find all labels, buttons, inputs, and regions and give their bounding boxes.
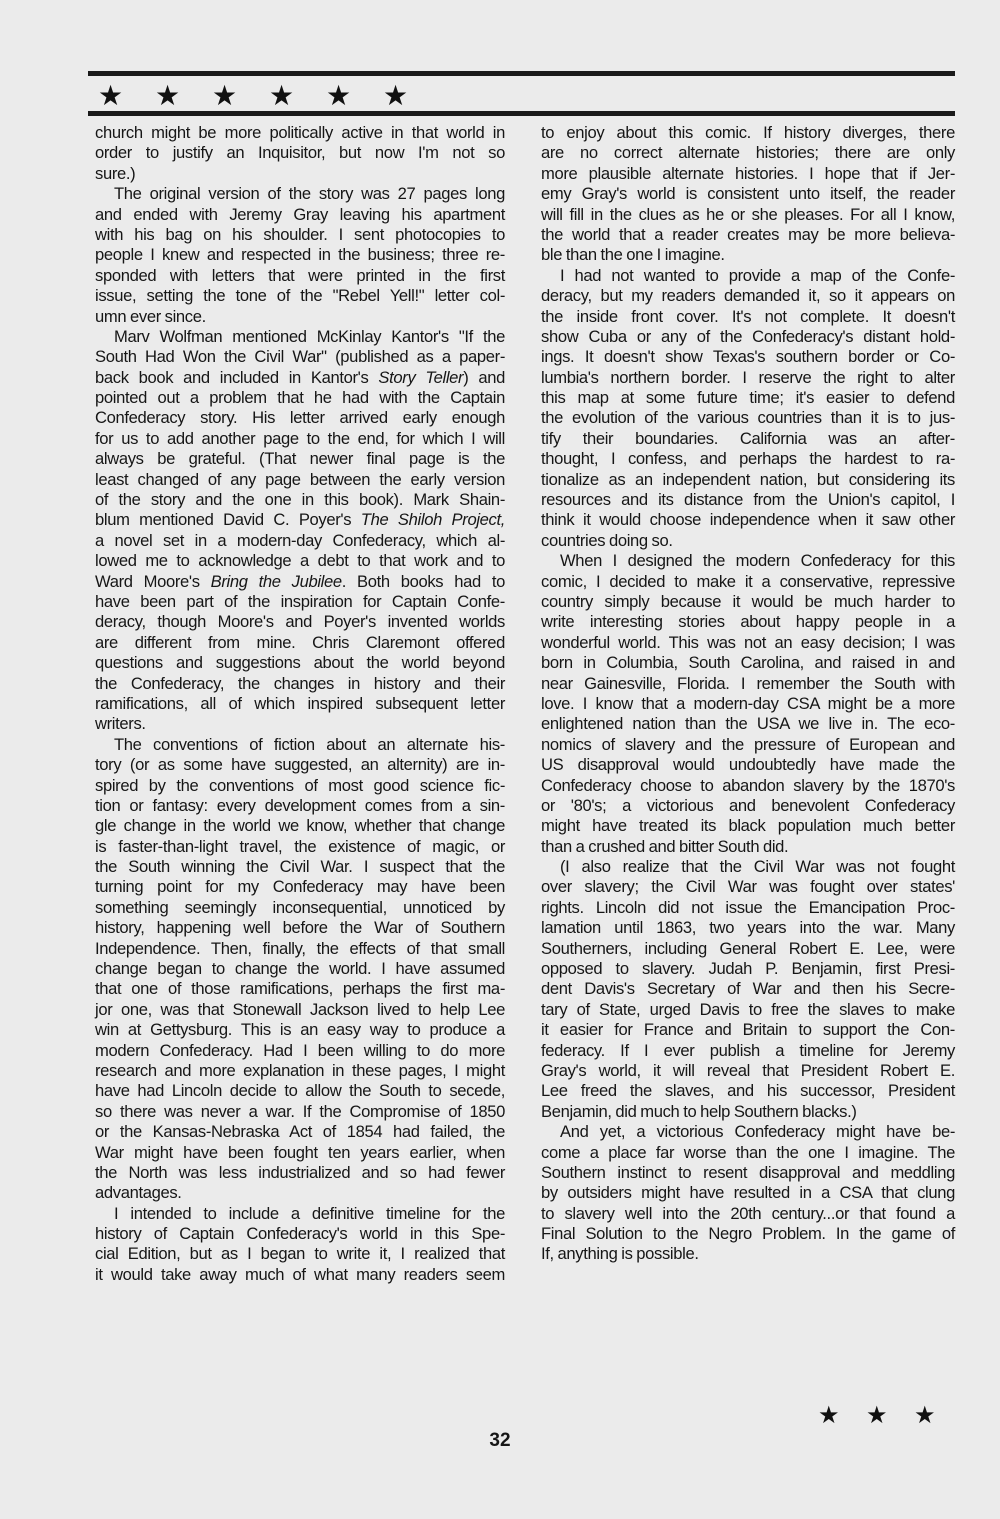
text-line: resources and its distance from the Union's capitol, I (541, 490, 955, 510)
text-line: Confederacy choose to abandon slavery by the 1870's (541, 775, 955, 795)
text-line: Southerners, including General Robert E. Lee, were (541, 938, 955, 958)
text-line: cial Edition, but as I began to write it, I realized that (95, 1244, 505, 1264)
text-line: sure.) (95, 163, 136, 183)
text-line: thought, I confess, and perhaps the hardest to ra- (541, 449, 955, 469)
text-line: Lee freed the slaves, and his successor, President (541, 1081, 955, 1101)
text-line: gle change in the world we know, whether that change (95, 816, 505, 836)
paragraph (95, 123, 505, 184)
text-line: Benjamin, did much to help Southern blacks.) (541, 1101, 857, 1121)
text-line: come a place far worse than the one I imagine. The (541, 1142, 955, 1162)
text-line: When I designed the modern Confederacy for this (560, 551, 955, 571)
star-icon: ★ (155, 80, 181, 111)
text-line: change began to change the world. I have assumed (95, 959, 505, 979)
text-line: might have treated its black population much better (541, 816, 955, 836)
text-line: the South winning the Civil War. I suspect that the (95, 857, 505, 877)
text-line: write interesting stories about happy people in a (541, 612, 955, 632)
text-line: are different from mine. Chris Claremont offered (95, 632, 505, 652)
star-icon: ★ (866, 1402, 888, 1429)
text-line: comic, I decided to make it a conservative, repressive (541, 571, 955, 591)
text-line: countries doing so. (541, 530, 673, 550)
text-line: this map at some future time; it's easier to defend (541, 388, 955, 408)
text-line: ings. It doesn't show Texas's southern border or Co- (541, 347, 955, 367)
text-line: think it would choose independence when it saw other (541, 510, 955, 530)
text-segment: back book and included in Kantor's (95, 367, 379, 387)
text-segment: blum mentioned David C. Poyer's (95, 510, 361, 530)
text-line: so there was never a war. If the Compromise of 1850 (95, 1101, 505, 1121)
text-line: Gray's world, it will reveal that President Robert E. (541, 1060, 955, 1080)
paragraph (95, 1204, 505, 1286)
text-line: wonderful world. This was not an easy decision; I was (541, 632, 955, 652)
paragraph (95, 735, 505, 1204)
text-line: pointed out a problem that he had with the Captain (95, 388, 505, 408)
text-line: deracy, but my readers demanded it, so it appears on (541, 286, 955, 306)
left-column (95, 123, 505, 1285)
text-line: modern Confederacy. Had I been willing to do more (95, 1040, 505, 1060)
text-line: lamation until 1863, two years into the war. Many (541, 918, 955, 938)
italic-title: Story Teller (378, 367, 464, 387)
text-line: to enjoy about this comic. If history diverges, there (541, 123, 955, 142)
text-line: The conventions of fiction about an alternate his- (114, 734, 505, 754)
text-line: have been part of the inspiration for Captain Confe- (95, 591, 505, 611)
text-line: or the Kansas-Nebraska Act of 1854 had failed, the (95, 1122, 505, 1142)
text-line: Southern instinct to resent disapproval and meddling (541, 1162, 955, 1182)
text-line: will fill in the clues as he or she pleases. For all I know, (541, 204, 955, 224)
text-line: the Confederacy, the changes in history and their (95, 673, 505, 693)
text-line: spired by the conventions of most good science fic- (95, 775, 505, 795)
text-line: questions and suggestions about the world beyond (95, 653, 505, 673)
text-line: that one of those ramifications, perhaps the first ma- (95, 979, 505, 999)
paragraph (541, 266, 955, 551)
text-line: sponded with letters that were printed in the first (95, 265, 505, 285)
paragraph (541, 857, 955, 1122)
text-line: win at Gettysburg. This is an easy way to produce a (95, 1020, 505, 1040)
text-line: is faster-than-light travel, the existence of magic, or (95, 836, 505, 856)
text-line: church might be more politically active in that world in (95, 123, 505, 142)
text-line: the inside front cover. It's not complete. It doesn't (541, 306, 955, 326)
text-line: over slavery; the Civil War was fought over states' (541, 877, 955, 897)
text-line: the world that a reader creates may be more believa- (541, 224, 955, 244)
text-line: advantages. (95, 1183, 182, 1203)
text-line: by outsiders might have resulted in a CSA that clung (541, 1183, 955, 1203)
paragraph (541, 551, 955, 857)
text-line: people I knew and respected in the business; three re- (95, 245, 505, 265)
text-line: least changed of any page between the early version (95, 469, 505, 489)
text-line (95, 510, 505, 530)
text-line: tory (or as some have suggested, an alternity) are in- (95, 755, 505, 775)
text-line: order to justify an Inquisitor, but now I'm not so (95, 143, 505, 163)
text-line: tify their boundaries. California was an after- (541, 428, 955, 448)
star-icon: ★ (98, 80, 124, 111)
text-segment: Ward Moore's (95, 571, 211, 591)
text-line: US disapproval would undoubtedly have made the (541, 755, 955, 775)
text-line: to slavery well into the 20th century...or that found a (541, 1203, 955, 1223)
text-segment: . Both books had to (341, 571, 505, 591)
text-line: more plausible alternate histories. I hope that if Jer- (541, 163, 955, 183)
italic-title: The Shiloh Project, (360, 510, 505, 530)
text-line: love. I know that a modern-day CSA might be a more (541, 693, 955, 713)
text-line: writers. (95, 714, 146, 734)
text-line: Final Solution to the Negro Problem. In the game of (541, 1224, 955, 1244)
header-rule (88, 111, 955, 116)
paragraph (541, 123, 955, 266)
text-line: emy Gray's world is consistent unto itself, the reader (541, 184, 955, 204)
text-line: Marv Wolfman mentioned McKinlay Kantor's "If the (114, 326, 505, 346)
paragraph (541, 1122, 955, 1265)
text-line: always be grateful. (That newer final page is the (95, 449, 505, 469)
text-line: of the story and the one in this book). Mark Shain- (95, 490, 505, 510)
paragraph (95, 327, 505, 735)
text-line: and ended with Jeremy Gray leaving his apartment (95, 204, 505, 224)
text-line: or '80's; a victorious and benevolent Confederacy (541, 795, 955, 815)
star-icon: ★ (914, 1402, 936, 1429)
text-line: show Cuba or any of the Confederacy's distant hold- (541, 326, 955, 346)
text-line: Independence. Then, finally, the effects of that small (95, 938, 505, 958)
text-line: ramifications, all of which inspired subsequent letter (95, 693, 505, 713)
text-line: South Had Won the Civil War" (published as a paper- (95, 347, 505, 367)
text-line: something seemingly inconsequential, unnoticed by (95, 897, 505, 917)
text-line: (I also realize that the Civil War was not fought (560, 857, 955, 877)
text-line: opposed to slavery. Judah P. Benjamin, first Presi- (541, 959, 955, 979)
text-line: enlightened nation than the USA we live in. The eco- (541, 714, 955, 734)
text-line: a novel set in a modern-day Confederacy, which al- (95, 530, 505, 550)
right-column (541, 123, 955, 1265)
text-line: the evolution of the various countries than it is to jus- (541, 408, 955, 428)
text-line: tionalize as an independent nation, but considering its (541, 469, 955, 489)
text-line: Confederacy story. His letter arrived early enough (95, 408, 505, 428)
text-line: I intended to include a definitive timeline for the (114, 1203, 505, 1223)
star-icon: ★ (212, 80, 238, 111)
text-segment: ) and (463, 367, 506, 387)
text-line: ble than the one I imagine. (541, 245, 725, 265)
text-line: nomics of slavery and the pressure of European and (541, 734, 955, 754)
text-line: jor one, was that Stonewall Jackson lived to help Lee (95, 999, 505, 1019)
text-line: tary of State, urged Davis to free the slaves to make (541, 999, 955, 1019)
top-rule (88, 71, 955, 76)
text-line: have had Lincoln decide to allow the South to secede, (95, 1081, 505, 1101)
text-line: umn ever since. (95, 306, 206, 326)
text-line: history, happening well before the War of Southern (95, 918, 505, 938)
text-line: lowed me to acknowledge a debt to that work and to (95, 551, 505, 571)
text-line: research and more explanation in these pages, I might (95, 1060, 505, 1080)
text-line: And yet, a victorious Confederacy might have be- (560, 1122, 955, 1142)
text-line: I had not wanted to provide a map of the Confe- (560, 265, 955, 285)
text-line: tion or fantasy: every development comes from a sin- (95, 795, 505, 815)
star-icon: ★ (326, 80, 352, 111)
text-line (95, 572, 505, 592)
text-line: The original version of the story was 27 pages long (114, 184, 505, 204)
text-line: the North was less industrialized and so had fewer (95, 1162, 505, 1182)
text-line: it would take away much of what many readers seem (95, 1264, 505, 1284)
star-icon: ★ (383, 80, 409, 111)
text-line: history of Captain Confederacy's world in this Spe- (95, 1224, 505, 1244)
text-line (95, 368, 505, 388)
header-stars (98, 80, 440, 112)
text-line: with his bag on his shoulder. I sent photocopies to (95, 224, 505, 244)
text-line: than a crushed and bitter South did. (541, 836, 789, 856)
text-line: If, anything is possible. (541, 1244, 699, 1264)
text-line: turning point for my Confederacy may have been (95, 877, 505, 897)
text-line: lumbia's northern border. I reserve the right to alter (541, 367, 955, 387)
text-line: near Gainesville, Florida. I remember the South with (541, 673, 955, 693)
end-mark-stars (818, 1400, 962, 1432)
text-line: issue, setting the tone of the "Rebel Yell!" letter col- (95, 286, 505, 306)
text-line: rights. Lincoln did not issue the Emancipation Proc- (541, 897, 955, 917)
paragraph (95, 184, 505, 327)
italic-title: Bring the Jubilee (210, 571, 342, 591)
page-number: 32 (489, 1430, 511, 1451)
text-line: deracy, though Moore's and Poyer's invented worlds (95, 612, 505, 632)
text-line: War might have been fought ten years earlier, when (95, 1142, 505, 1162)
star-icon: ★ (269, 80, 295, 111)
text-line: federacy. If I ever publish a timeline for Jeremy (541, 1040, 955, 1060)
text-line: dent Davis's Secretary of War and then his Secre- (541, 979, 955, 999)
text-line: country simply because it would be much harder to (541, 591, 955, 611)
text-line: for us to add another page to the end, for which I will (95, 428, 505, 448)
text-line: it easier for France and Britain to support the Con- (541, 1020, 955, 1040)
text-line: born in Columbia, South Carolina, and raised in and (541, 653, 955, 673)
text-line: are no correct alternate histories; there are only (541, 143, 955, 163)
star-icon: ★ (818, 1402, 840, 1429)
